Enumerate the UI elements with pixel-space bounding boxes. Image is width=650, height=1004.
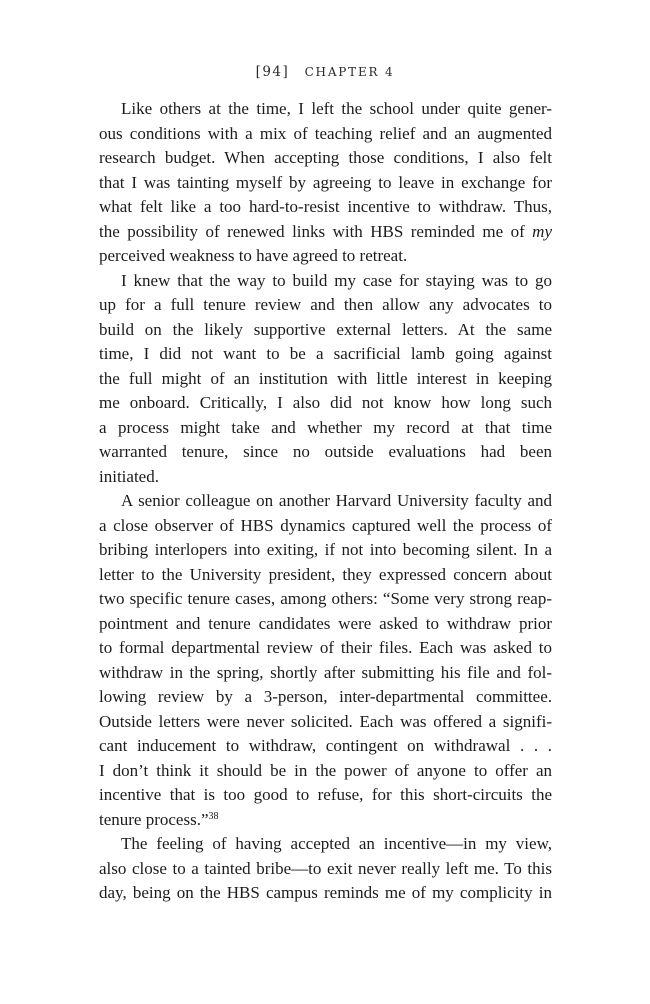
- text-line: withdraw in the spring, shortly after submitting his file and fol-: [99, 662, 552, 682]
- text-line: what felt like a too hard-to-resist incentive to withdraw. Thus,: [99, 197, 552, 216]
- text-line: that I was tainting myself by agreeing to leave in exchange for: [99, 172, 552, 192]
- text-line: I knew that the way to build my case for staying was to go: [121, 270, 552, 290]
- text-line: up for a full tenure review and then allow any advocates to: [99, 295, 552, 314]
- text-line: cant inducement to withdraw, contingent on withdrawal . . .: [99, 736, 552, 755]
- text-line: the possibility of renewed links with HBS reminded me of my: [99, 221, 552, 241]
- text-line: initiated.: [99, 466, 159, 486]
- text-line: to formal departmental review of their files. Each was asked to: [99, 638, 552, 657]
- body-text: [99, 97, 552, 906]
- text-line: a close observer of HBS dynamics captured well the process of: [99, 515, 552, 535]
- text-line: incentive that is too good to refuse, for this short-circuits the: [99, 785, 552, 804]
- text-line: I don’t think it should be in the power of anyone to offer an: [99, 760, 552, 780]
- text-line: research budget. When accepting those conditions, I also felt: [99, 148, 552, 167]
- text-line: also close to a tainted bribe—to exit never really left me. To this: [99, 858, 552, 878]
- text-line: Outside letters were never solicited. Each was offered a signifi-: [99, 711, 552, 731]
- text-line: the full might of an institution with little interest in keeping: [99, 368, 552, 388]
- text-line: bribing interlopers into exiting, if not into becoming silent. In a: [99, 540, 552, 559]
- emphasis: my: [532, 221, 552, 241]
- page-number: [94]: [255, 64, 290, 80]
- text-line: two specific tenure cases, among others: “Some very strong reap-: [99, 589, 552, 608]
- running-header: [0, 64, 650, 80]
- text-line: tenure process.”$^{38}$: [99, 809, 219, 829]
- text-line: day, being on the HBS campus reminds me of my complicity in: [99, 883, 552, 902]
- text-line: time, I did not want to be a sacrificial lamb going against: [99, 344, 552, 363]
- text-line: A senior colleague on another Harvard University faculty and: [121, 491, 552, 510]
- text-line: The feeling of having accepted an incentive—in my view,: [121, 834, 552, 853]
- footnote-ref: 38: [208, 810, 219, 822]
- text-line: perceived weakness to have agreed to retreat.: [99, 246, 408, 265]
- text-line: me onboard. Critically, I also did not know how long such: [99, 393, 552, 412]
- text-line: warranted tenure, since no outside evaluations had been: [99, 442, 552, 461]
- text-line: build on the likely supportive external letters. At the same: [99, 319, 552, 339]
- text-line: letter to the University president, they expressed concern about: [99, 564, 552, 584]
- text-line: a process might take and whether my record at that time: [99, 417, 552, 437]
- text-line: Like others at the time, I left the school under quite gener-: [121, 99, 552, 118]
- text-line: ous conditions with a mix of teaching relief and an augmented: [99, 123, 552, 143]
- chapter-label: CHAPTER 4: [304, 65, 395, 79]
- text-line: pointment and tenure candidates were asked to withdraw prior: [99, 613, 552, 633]
- text-line: lowing review by a 3-person, inter-departmental committee.: [99, 687, 552, 706]
